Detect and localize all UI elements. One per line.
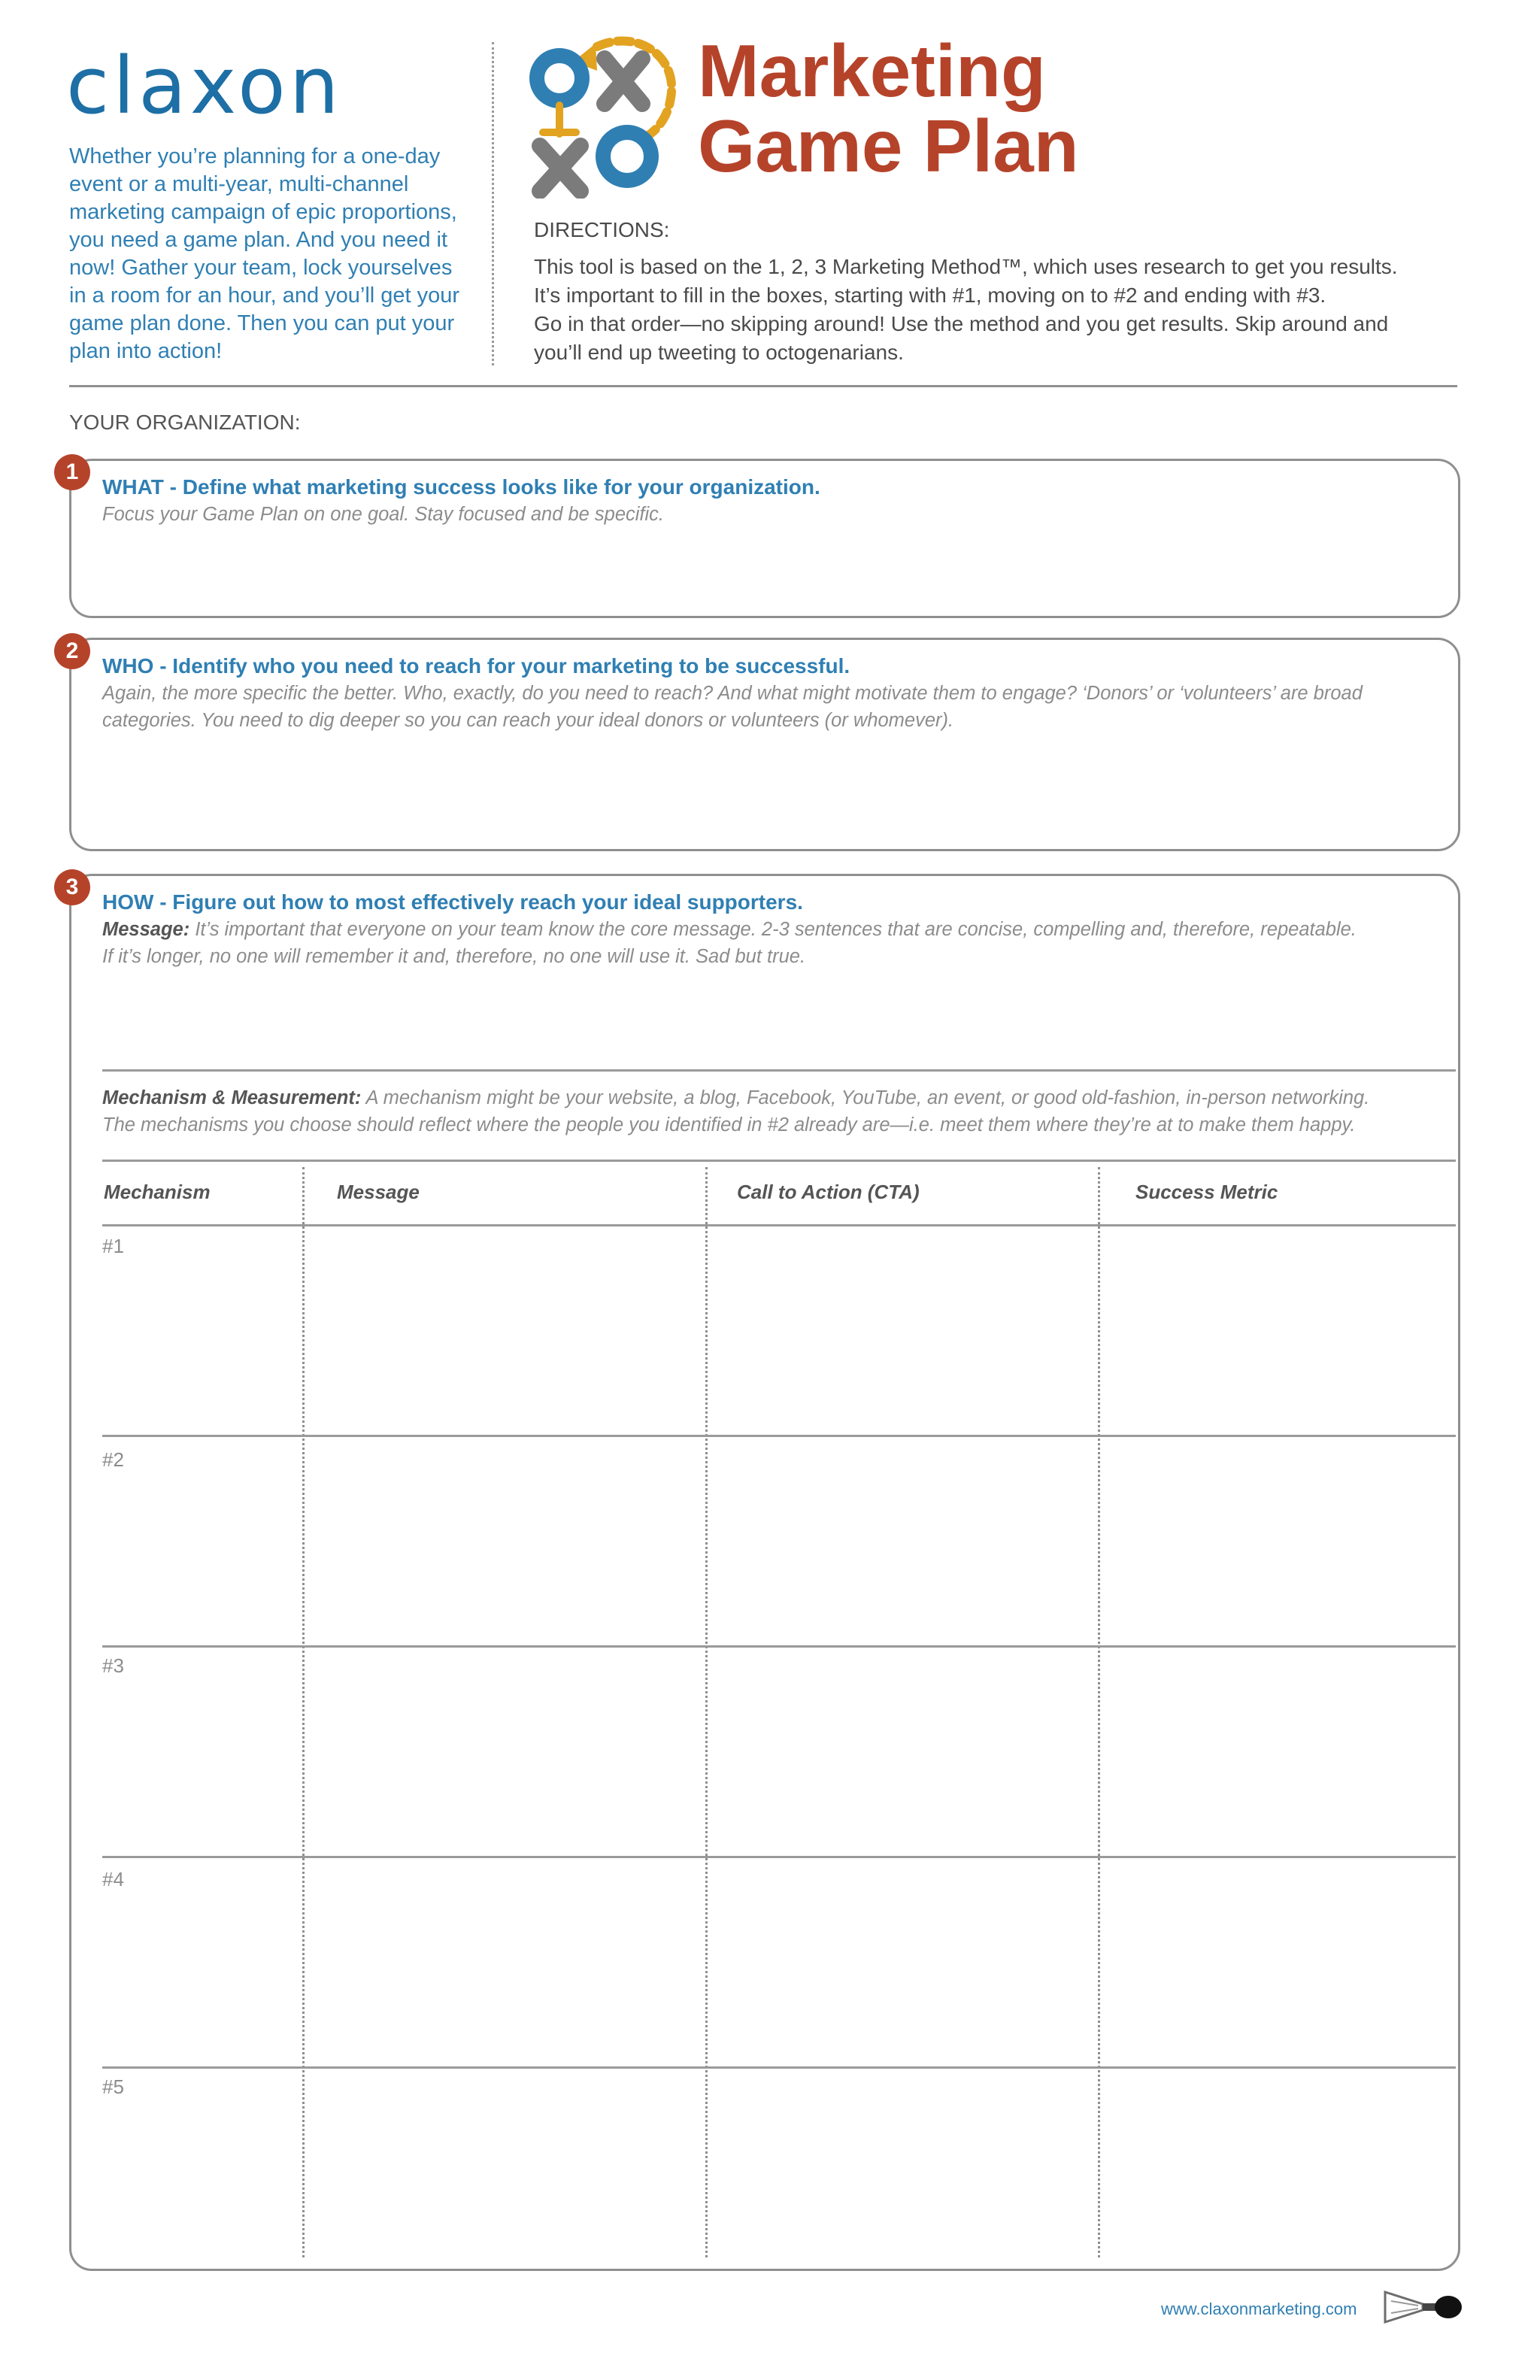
column-header-mechanism: Mechanism <box>104 1181 211 1203</box>
organization-label: YOUR ORGANIZATION: <box>69 411 301 434</box>
table-row-label-5: #5 <box>102 2075 124 2098</box>
header-rule <box>69 385 1457 387</box>
section-who-heading: WHO - Identify who you need to reach for your marketing to be successful. <box>102 654 850 678</box>
table-row-rule <box>102 1645 1456 1648</box>
column-header-cta: Call to Action (CTA) <box>737 1181 920 1203</box>
table-top-rule <box>102 1160 1456 1162</box>
section-who-subtext: Again, the more specific the better. Who, exactly, do you need to reach? And what might motivate them to engage? ‘Donors’ or ‘volunteers’ are broad categories. You need to dig deeper so you can reach your ideal donors or volunteers (or whomever). <box>102 683 1363 731</box>
section-what-heading: WHAT - Define what marketing success looks like for your organization. <box>102 475 820 499</box>
brand-logo-text: claxon <box>66 40 343 132</box>
footer-website-link[interactable]: www.claxonmarketing.com <box>1161 2300 1357 2318</box>
table-row-label-3: #3 <box>102 1654 124 1677</box>
directions-heading: DIRECTIONS: <box>534 218 670 241</box>
column-header-message: Message <box>337 1181 420 1203</box>
intro-paragraph: Whether you’re planning for a one-day event or a multi-year, multi-channel marketing campaign of epic proportions, you need a game plan. And you need it now! Gather your team, lock yourselves in a room for an hour, and you’ll get your game plan done. Then you can put your plan into action! <box>69 144 460 363</box>
header-divider <box>492 42 494 365</box>
tic-tac-toe-logo-icon <box>523 33 696 199</box>
column-divider <box>705 1167 708 2257</box>
section-badge-3: 3 <box>54 869 90 905</box>
message-instructions[interactable]: Message: It’s important that everyone on your team know the core message. 2-3 sentences that are concise, compelling and, therefore, repeatable. If it’s longer, no one will remember it and, therefore, no one will use it. Sad but true. <box>102 919 1357 967</box>
table-row-rule <box>102 1856 1456 1858</box>
directions-text: This tool is based on the 1, 2, 3 Marketing Method™, which uses research to get you results. It’s important to fill in the boxes, starting with #1, moving on to #2 and ending with #3. Go in that order—no skipping around! Use the method and you get results. Skip around and you’ll end up tweeting to octogenarians. <box>534 255 1398 364</box>
section-badge-1: 1 <box>54 454 90 490</box>
column-divider <box>1098 1167 1100 2257</box>
section-what-subtext: Focus your Game Plan on one goal. Stay focused and be specific. <box>102 504 665 525</box>
table-row-label-1: #1 <box>102 1235 124 1257</box>
table-header-rule <box>102 1224 1456 1226</box>
page-title: Marketing Game Plan <box>698 29 1079 187</box>
section-how-box <box>69 874 1460 2271</box>
table-row-label-2: #2 <box>102 1448 124 1471</box>
horn-icon <box>1381 2284 1463 2330</box>
section-how-heading: HOW - Figure out how to most effectively reach your ideal supporters. <box>102 890 803 914</box>
column-header-success-metric: Success Metric <box>1135 1181 1278 1203</box>
table-row-rule <box>102 1435 1456 1437</box>
section-badge-2: 2 <box>54 633 90 669</box>
message-divider <box>102 1069 1456 1072</box>
mechanism-instructions: Mechanism & Measurement: A mechanism might be your website, a blog, Facebook, YouTube, an event, or good old-fashion, in-person networking. The mechanisms you choose should reflect where the people you identified in #2 already are—i.e. meet them where they’re at to make them happy. <box>102 1087 1370 1135</box>
table-row-rule <box>102 2066 1456 2069</box>
column-divider <box>302 1167 305 2257</box>
table-row-label-4: #4 <box>102 1868 124 1890</box>
